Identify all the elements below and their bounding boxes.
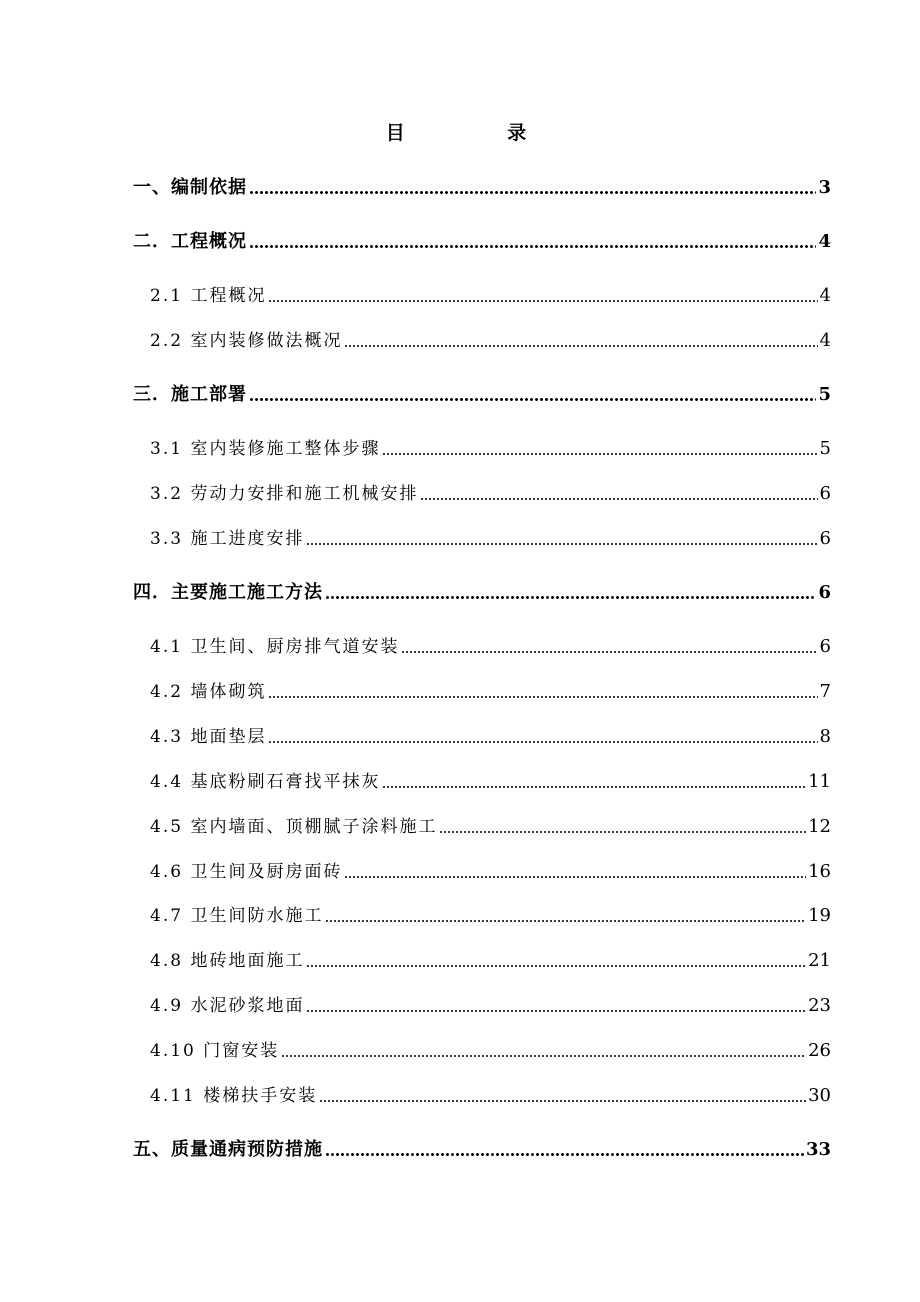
toc-leader-dots	[249, 396, 816, 402]
toc-entry[interactable]	[150, 478, 831, 506]
toc-entry-label: 4.3 地面垫层	[150, 727, 267, 747]
toc-leader-dots	[249, 189, 816, 195]
toc-leader-dots	[319, 1097, 806, 1103]
toc-entry-label: 4.1 卫生间、厨房排气道安装	[150, 637, 400, 657]
toc-entry-page: 11	[808, 771, 831, 792]
toc-entry-page: 5	[818, 384, 831, 405]
toc-entry[interactable]	[150, 856, 831, 884]
toc-entry-page: 19	[808, 905, 831, 926]
toc-entry-page: 5	[819, 438, 831, 459]
toc-entry-page: 6	[819, 636, 831, 657]
toc-entry-label: 4.4 基底粉刷石膏找平抹灰	[150, 772, 381, 792]
toc-leader-dots	[344, 873, 806, 879]
toc-entry-label: 4.5 室内墙面、顶棚腻子涂料施工	[150, 817, 438, 837]
toc-leader-dots	[268, 297, 817, 303]
toc-entry-label: 3.1 室内装修施工整体步骤	[150, 439, 381, 459]
toc-entry-label: 4.10 门窗安装	[150, 1041, 280, 1061]
toc-entry[interactable]	[133, 1134, 831, 1162]
toc-leader-dots	[281, 1052, 806, 1058]
toc-entry-label: 4.6 卫生间及厨房面砖	[150, 862, 343, 882]
toc-title: 目 录	[385, 122, 575, 144]
toc-entry-label: 四．主要施工施工方法	[133, 582, 323, 603]
toc-entry-label: 4.9 水泥砂浆地面	[150, 996, 305, 1016]
toc-entry-label: 3.2 劳动力安排和施工机械安排	[150, 484, 419, 504]
toc-leader-dots	[325, 594, 816, 600]
toc-entry[interactable]	[150, 721, 831, 749]
toc-leader-dots	[344, 342, 817, 348]
toc-entry-label: 2.2 室内装修做法概况	[150, 331, 343, 351]
toc-entry[interactable]	[150, 900, 831, 928]
toc-entry-label: 2.1 工程概况	[150, 286, 267, 306]
toc-entry-page: 26	[808, 1040, 831, 1061]
toc-entry[interactable]	[150, 945, 831, 973]
toc-entry-label: 三．施工部署	[133, 384, 247, 405]
toc-entry-label: 4.8 地砖地面施工	[150, 951, 305, 971]
toc-entry-page: 33	[805, 1139, 831, 1160]
toc-entry-page: 4	[819, 330, 831, 351]
toc-entry-page: 7	[819, 681, 831, 702]
toc-leader-dots	[268, 693, 817, 699]
toc-leader-dots	[306, 540, 817, 546]
toc-entry-page: 21	[808, 950, 831, 971]
toc-entry-page: 4	[818, 231, 831, 252]
toc-leader-dots	[306, 1007, 806, 1013]
toc-entry[interactable]	[150, 811, 831, 839]
toc-entry[interactable]	[150, 1035, 831, 1063]
toc-entry-label: 4.7 卫生间防水施工	[150, 906, 324, 926]
toc-entry-page: 8	[819, 726, 831, 747]
toc-entry[interactable]	[150, 325, 831, 353]
toc-entry-page: 6	[819, 483, 831, 504]
toc-entry[interactable]	[150, 631, 831, 659]
toc-leader-dots	[382, 450, 817, 456]
toc-entry-page: 4	[819, 285, 831, 306]
toc-entry[interactable]	[133, 379, 831, 407]
toc-leader-dots	[325, 1151, 804, 1157]
toc-entry-page: 12	[808, 816, 831, 837]
toc-entry-label: 4.2 墙体砌筑	[150, 682, 267, 702]
toc-entry-label: 3.3 施工进度安排	[150, 529, 305, 549]
toc-entry[interactable]	[150, 1080, 831, 1108]
toc-entry[interactable]	[150, 990, 831, 1018]
toc-leader-dots	[249, 243, 816, 249]
toc-leader-dots	[325, 917, 806, 923]
toc-entry[interactable]	[150, 280, 831, 308]
toc-entry-label: 五、质量通病预防措施	[133, 1139, 323, 1160]
toc-entry-page: 30	[808, 1085, 831, 1106]
toc-entry[interactable]	[150, 523, 831, 551]
toc-entry[interactable]	[133, 172, 831, 200]
toc-entry[interactable]	[150, 676, 831, 704]
toc-entry[interactable]	[150, 433, 831, 461]
toc-leader-dots	[420, 495, 817, 501]
toc-entry-page: 16	[808, 861, 831, 882]
toc-leader-dots	[306, 962, 806, 968]
toc-entry[interactable]	[133, 226, 831, 254]
toc-entry-label: 一、编制依据	[133, 177, 247, 198]
toc-entry[interactable]	[133, 577, 831, 605]
toc-entry-page: 6	[818, 582, 831, 603]
toc-leader-dots	[268, 738, 817, 744]
toc-entry-page: 3	[818, 177, 831, 198]
toc-entry-label: 4.11 楼梯扶手安装	[150, 1086, 318, 1106]
toc-entry-label: 二．工程概况	[133, 231, 247, 252]
toc-leader-dots	[382, 783, 806, 789]
toc-entry-page: 23	[808, 995, 831, 1016]
toc-entry[interactable]	[150, 766, 831, 794]
toc-entry-page: 6	[819, 528, 831, 549]
toc-leader-dots	[401, 648, 817, 654]
toc-leader-dots	[439, 828, 806, 834]
